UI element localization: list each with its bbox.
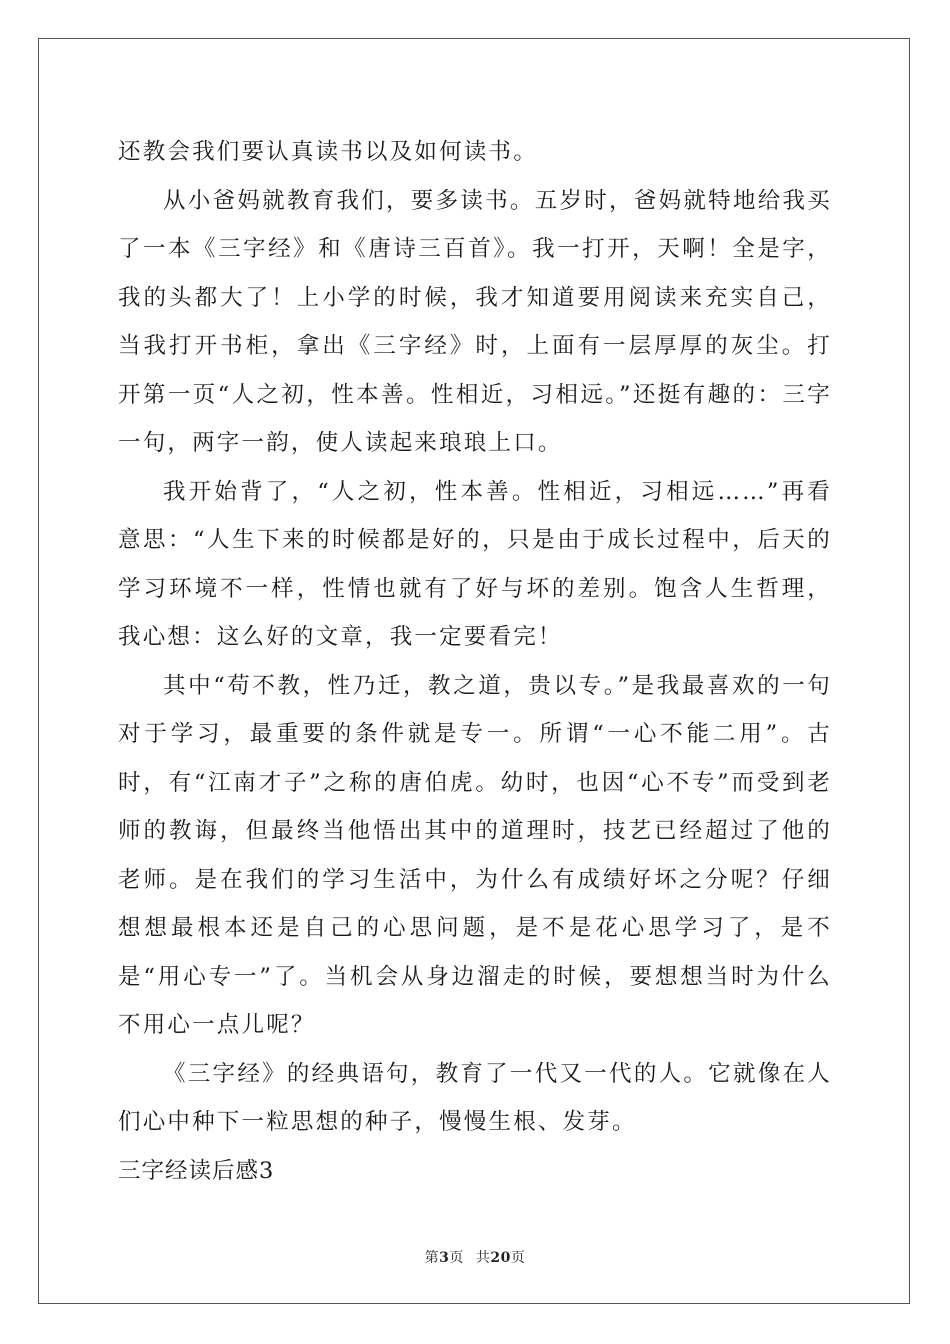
paragraph-4: 其中“苟不教，性乃迁，教之道，贵以专。”是我最喜欢的一句对于学习，最重要的条件就是专一。所谓“一心不能二用”。古时，有“江南才子”之称的唐伯虎。幼时，也因“心不专”而受到老师的教诲，但最终当他悟出其中的道理时，技艺已经超过了他的老师。是在我们的学习生活中，为什么有成绩好坏之分呢？仔细想想最根本还是自己的心思问题，是不是花心思学习了，是不是“用心专一”了。当机会从身边溜走的时候，要想想当时为什么不用心一点儿呢？ [118,672,832,1038]
paragraph-3: 我开始背了，“人之初，性本善。性相近，习相远……”再看意思：“人生下来的时候都是好的，只是由于成长过程中，后天的学习环境不一样，性情也就有了好与坏的差别。饱含人生哲理，我心想：这么好的文章，我一定要看完！ [118,478,832,650]
paragraph-2: 从小爸妈就教育我们，要多读书。五岁时，爸妈就特地给我买了一本《三字经》和《唐诗三百首》。我一打开，天啊！全是字，我的头都大了！上小学的时候，我才知道要用阅读来充实自己，当我打开书柜，拿出《三字经》时，上面有一层厚厚的灰尘。打开第一页“人之初，性本善。性相近，习相远。”还挺有趣的：三字一句，两字一韵，使人读起来琅琅上口。 [118,187,832,456]
paragraph-5: 《三字经》的经典语句，教育了一代又一代的人。它就像在人们心中种下一粒思想的种子，慢慢生根、发芽。 [118,1060,832,1135]
footer-current-page: 3 [439,1250,450,1266]
section-title: 三字经读后感3 [118,1157,275,1184]
footer-total-prefix: 共 [475,1250,491,1266]
footer-prefix: 第 [424,1250,440,1266]
document-body [118,128,832,1195]
footer-total-pages: 20 [490,1250,511,1266]
footer-page-suffix: 页 [449,1250,464,1266]
paragraph-1: 还教会我们要认真读书以及如何读书。 [118,139,538,165]
page-footer [0,1247,950,1267]
footer-total-suffix: 页 [510,1250,526,1266]
